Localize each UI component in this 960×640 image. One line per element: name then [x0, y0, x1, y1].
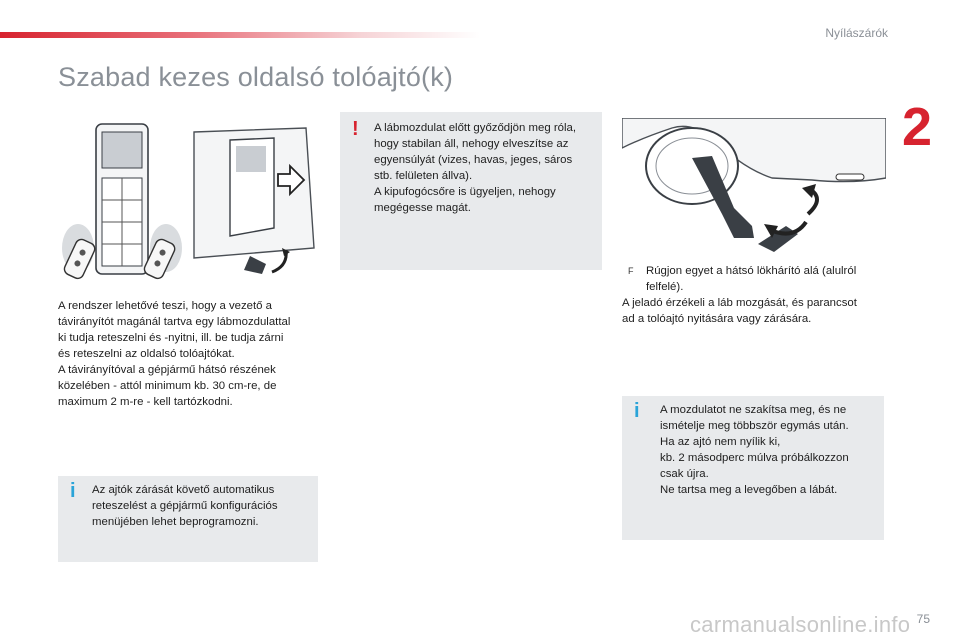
info-icon: i: [70, 480, 76, 502]
instruction-step: Rúgjon egyet a hátsó lökhárító alá (alulról felfelé).: [646, 265, 857, 293]
intro-text: A rendszer lehetővé teszi, hogy a vezető a távirányítót magánál tartva egy lábmozdulattal ki tudja reteszelni és -nyitni, ill. be tudja zárni és reteszelni az oldalsó tolóajtókat. A távirányítóval a gépjármű hátsó részének közelében - attól minimum kb. 30 cm-re, de maximum 2 m-re - kell tartózkodni.: [58, 300, 291, 408]
info-box-left: [58, 476, 318, 562]
header-accent-bar: [0, 32, 480, 38]
foot-kick-illustration: [622, 118, 886, 254]
warning-box: [340, 112, 602, 270]
sliding-door-illustration: [190, 118, 318, 286]
info-box-left-text: Az ajtók zárását követő automatikus reteszelést a gépjármű konfigurációs menüjében lehet beprogramozni.: [92, 484, 278, 528]
watermark: carmanualsonline.info: [690, 612, 911, 637]
page-title: Szabad kezes oldalsó tolóajtó(k): [58, 62, 454, 92]
warning-icon: !: [352, 118, 359, 140]
info-box-right-text: A mozdulatot ne szakítsa meg, és ne ismételje meg többször egymás után. Ha az ajtó nem nyílik ki, kb. 2 másodperc múlva próbálkozzon csak újra. Ne tartsa meg a levegőben a lábát.: [660, 404, 849, 496]
page-number: 75: [916, 612, 930, 626]
warning-box-text: A lábmozdulat előtt győződjön meg róla, hogy stabilan áll, nehogy elveszítse az egyensúlyát (vizes, havas, jeges, sáros stb. felületen állva). A kipufogócsőre is ügyeljen, nehogy megégesse magát.: [374, 122, 576, 214]
section-title: Nyílászárók: [825, 26, 888, 40]
instruction-result: A jeladó érzékeli a láb mozgását, és parancsot ad a tolóajtó nyitására vagy zárására.: [622, 297, 857, 325]
info-box-right: [622, 396, 884, 540]
van-top-view-illustration: [58, 118, 186, 286]
bullet-marker: F: [628, 266, 634, 276]
info-icon: i: [634, 400, 640, 422]
chapter-number: 2: [902, 97, 933, 157]
